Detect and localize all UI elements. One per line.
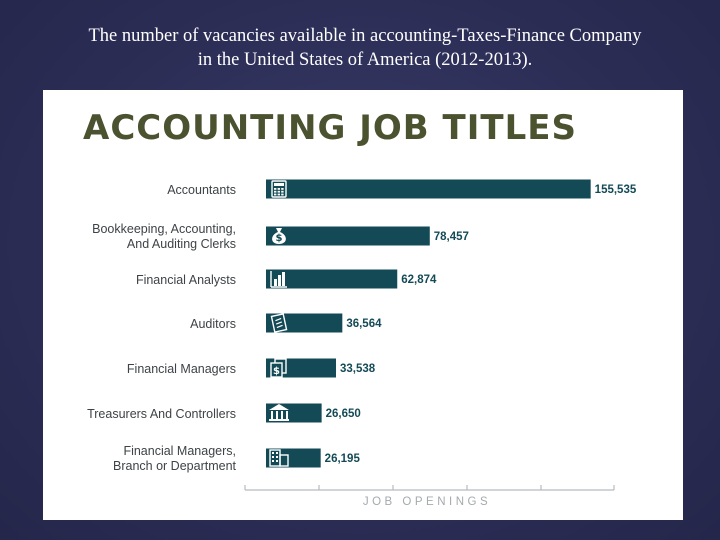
bar (266, 449, 321, 468)
value-label: 62,874 (401, 274, 437, 286)
category-label: Financial Managers, (123, 444, 236, 458)
bar (266, 227, 430, 246)
value-label: 36,564 (346, 318, 382, 330)
bar (266, 270, 397, 289)
chart-title: ACCOUNTING JOB TITLES (83, 108, 577, 148)
svg-text:$: $ (275, 233, 283, 244)
category-label: And Auditing Clerks (126, 237, 236, 251)
value-label: 26,650 (325, 408, 361, 420)
value-label: 155,535 (594, 184, 637, 196)
category-label: Accountants (167, 183, 236, 197)
category-label: Financial Analysts (135, 273, 236, 287)
value-label: 78,457 (433, 231, 469, 243)
category-label: Bookkeeping, Accounting, (92, 222, 236, 236)
category-label: Treasurers And Controllers (87, 407, 236, 421)
slide-title-line-1: The number of vacancies available in accounting-Taxes-Finance Company (88, 26, 642, 46)
category-label: Financial Managers (126, 362, 236, 376)
category-label: Branch or Department (113, 459, 236, 473)
value-label: 26,195 (324, 453, 360, 465)
x-axis-label: JOB OPENINGS (362, 496, 492, 508)
slide-title-line-2: in the United States of America (2012-2013). (197, 50, 533, 70)
bar-chart (43, 90, 683, 520)
bar (266, 180, 591, 199)
slide-title (0, 24, 720, 72)
svg-text:$: $ (273, 366, 280, 377)
chart-panel (43, 90, 683, 520)
category-label: Auditors (190, 317, 236, 331)
value-label: 33,538 (340, 363, 376, 375)
